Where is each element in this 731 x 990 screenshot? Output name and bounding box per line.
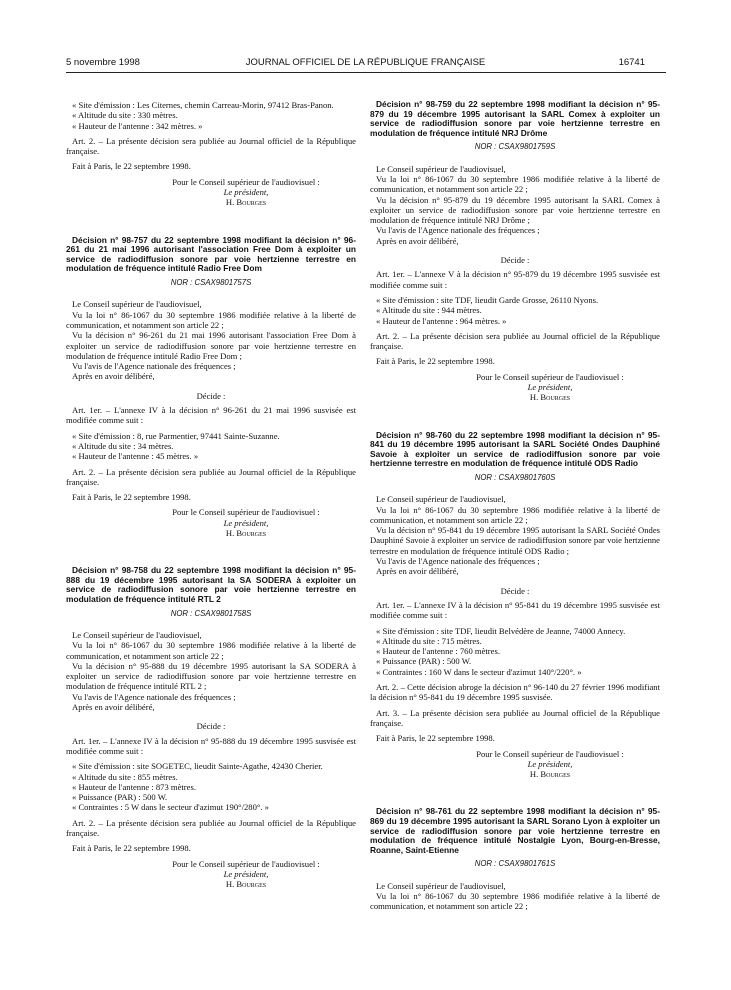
nor-reference: NOR : CSAX9801760S [474, 472, 556, 482]
header-journal-title: JOURNAL OFFICIEL DE LA RÉPUBLIQUE FRANÇAISE [245, 57, 486, 68]
article-2: Art. 2. – La présente décision sera publiée au Journal officiel de la République française. [66, 466, 356, 487]
preamble-5: Après en avoir délibéré, [72, 371, 155, 382]
article-2: Art. 2. – La présente décision sera publiée au Journal officiel de la République française. [66, 135, 356, 157]
decision-756-tail [66, 100, 356, 208]
done-at: Fait à Paris, le 22 septembre 1998. [72, 843, 191, 854]
preamble-5: Après en avoir délibéré, [72, 702, 155, 713]
altitude-line: « Altitude du site : 34 mètres. [72, 440, 174, 451]
signature-title: Le président, [527, 758, 573, 769]
article-3: Art. 3. – La présente décision sera publiée au Journal officiel de la République française. [370, 707, 660, 728]
preamble-2: Vu la loi n° 86-1067 du 30 septembre 1986 modifiée relative à la liberté de communication, et notamment son article 22 ; [370, 504, 660, 525]
constraints-line: « Contraintes : 160 W dans le secteur d'azimut 140°/220°. » [376, 666, 582, 677]
page-header [0, 57, 731, 71]
preamble-2: Vu la loi n° 86-1067 du 30 septembre 1986 modifiée relative à la liberté de communication, et notamment son article 22 ; [66, 309, 356, 330]
antenna-height-line: « Hauteur de l'antenne : 342 mètres. » [72, 120, 203, 131]
preamble-1: Le Conseil supérieur de l'audiovisuel, [376, 163, 506, 174]
signature-name: H. Bourges [225, 527, 267, 538]
signature [66, 507, 356, 538]
decision-title: Décision n° 98-760 du 22 septembre 1998 modifiant la décision n° 95-841 du 19 décembre 1995 autorisant la SARL Société Ondes Dauphiné Savoie à exploiter un service de radiodiffusion sonore par voie hertzienne terrestre en modulation de fréquence intitulé ODS Radio [370, 429, 660, 469]
preamble-4: Vu l'avis de l'Agence nationale des fréquences ; [72, 361, 236, 372]
antenna-height-line: « Hauteur de l'antenne : 45 mètres. » [72, 451, 199, 462]
decision-98-759 [370, 100, 660, 403]
done-at: Fait à Paris, le 22 septembre 1998. [376, 356, 495, 367]
preamble-3: Vu la décision n° 95-841 du 19 décembre 1995 autorisant la SARL Société Ondes Dauphiné Savoie à exploiter un service de radiodiffusion sonore par voie hertzienne terrestre en modulation de fréquence intitulé ODS Radio ; [370, 525, 660, 556]
nor-reference: NOR : CSAX9801758S [170, 608, 252, 618]
nor-reference: NOR : CSAX9801757S [170, 278, 252, 288]
preamble-2: Vu la loi n° 86-1067 du 30 septembre 1986 modifiée relative à la liberté de communication, et notamment son article 22 ; [66, 640, 356, 661]
site-line: « Site d'émission : site TDF, lieudit Belvédère de Jeanne, 74000 Annecy. [376, 625, 626, 636]
site-line: « Site d'émission : site TDF, lieudit Garde Grosse, 26110 Nyons. [376, 294, 599, 305]
signature-title: Le président, [223, 517, 269, 528]
decision-title: Décision n° 98-761 du 22 septembre 1998 modifiant la décision n° 95-869 du 19 décembre 1995 autorisant la SARL Sorano Lyon à exploiter un service de radiodiffusion sonore par voie hertzienne terrestre en modulation de fréquence intitulé Nostalgie Lyon, Bourg-en-Bresse, Roanne, Saint-Etienne [370, 806, 660, 855]
signature-name: H. Bourges [529, 392, 571, 403]
decision-title: Décision n° 98-758 du 22 septembre 1998 modifiant la décision n° 95-888 du 19 décembre 1995 autorisant la SA SODERA à exploiter un service de radiodiffusion sonore par voie hertzienne terrestre en modulation de fréquence intitulé RTL 2 [66, 565, 356, 605]
header-rule [66, 72, 666, 73]
antenna-height-line: « Hauteur de l'antenne : 873 mètres. [72, 781, 196, 792]
signature [370, 372, 660, 403]
preamble-2: Vu la loi n° 86-1067 du 30 septembre 1986 modifiée relative à la liberté de communication, et notamment son article 22 ; [370, 890, 660, 912]
altitude-line: « Altitude du site : 330 mètres. [72, 110, 178, 121]
preamble-4: Vu l'avis de l'Agence nationale des fréquences ; [72, 691, 236, 702]
signature-name: H. Bourges [225, 197, 267, 208]
article-1: Art. 1er. – L'annexe IV à la décision n° 96-261 du 21 mai 1996 susvisée est modifiée comme suit : [66, 405, 356, 426]
altitude-line: « Altitude du site : 944 mètres. [376, 305, 482, 316]
site-line: « Site d'émission : site SOGETEC, lieudit Sainte-Agathe, 42430 Cherier. [72, 761, 323, 772]
signature-for: Pour le Conseil supérieur de l'audiovisuel : [172, 176, 320, 187]
article-1: Art. 1er. – L'annexe V à la décision n° 95-879 du 19 décembre 1995 susvisée est modifiée comme suit : [370, 269, 660, 290]
signature-for: Pour le Conseil supérieur de l'audiovisuel : [476, 371, 624, 382]
preamble-5: Après en avoir délibéré, [376, 566, 459, 577]
preamble-1: Le Conseil supérieur de l'audiovisuel, [376, 880, 506, 891]
nor-reference: NOR : CSAX9801759S [474, 142, 556, 152]
header-page-number: 16741 [618, 57, 645, 68]
done-at: Fait à Paris, le 22 septembre 1998. [72, 161, 191, 172]
decision-title: Décision n° 98-759 du 22 septembre 1998 modifiant la décision n° 95-879 du 19 décembre 1995 autorisant la SARL Comex à exploiter un service de radiodiffusion sonore par voie hertzienne terrestre en modulation de fréquence intitulé NRJ Drôme [370, 99, 660, 138]
preamble-4: Vu l'avis de l'Agence nationale des fréquences ; [376, 225, 540, 236]
preamble-2: Vu la loi n° 86-1067 du 30 septembre 1986 modifiée relative à la liberté de communication, et notamment son article 22 ; [370, 173, 660, 195]
decision-98-757 [66, 236, 356, 539]
signature-title: Le président, [527, 382, 573, 393]
decide-heading: Décide : [196, 390, 226, 401]
preamble-3: Vu la décision n° 95-879 du 19 décembre 1995 autorisant la SARL Comex à exploiter un service de radiodiffusion sonore par voie hertzienne terrestre en modulation de fréquence intitulé NRJ Drôme ; [370, 194, 660, 226]
article-1: Art. 1er. – L'annexe IV à la décision n° 95-841 du 19 décembre 1995 susvisée est modifiée comme suit : [370, 599, 660, 621]
decision-98-758 [66, 566, 356, 889]
decide-heading: Décide : [500, 255, 530, 266]
decision-title: Décision n° 98-757 du 22 septembre 1998 modifiant la décision n° 96-261 du 21 mai 1996 autorisant l'association Free Dom à exploiter un service de radiodiffusion sonore par voie hertzienne terrestre en modulation de fréquence intitulé Radio Free Dom [66, 234, 356, 274]
signature [370, 749, 660, 780]
preamble-1: Le Conseil supérieur de l'audiovisuel, [72, 299, 202, 310]
signature-for: Pour le Conseil supérieur de l'audiovisuel : [476, 748, 624, 759]
site-line: « Site d'émission : 8, rue Parmentier, 97441 Sainte-Suzanne. [72, 430, 280, 441]
site-line: « Site d'émission : Les Citernes, chemin Carreau-Morin, 97412 Bras-Panon. [72, 100, 334, 110]
signature-name: H. Bourges [529, 769, 571, 780]
signature-title: Le président, [223, 868, 269, 879]
header-date: 5 novembre 1998 [66, 57, 140, 68]
preamble-3: Vu la décision n° 95-888 du 19 décembre 1995 autorisant la SA SODERA à exploiter un service de radiodiffusion sonore par voie hertzienne terrestre en modulation de fréquence intitulé RTL 2 ; [66, 660, 356, 692]
nor-reference: NOR : CSAX9801761S [474, 859, 556, 869]
altitude-line: « Altitude du site : 855 mètres. [72, 771, 178, 782]
done-at: Fait à Paris, le 22 septembre 1998. [72, 492, 191, 503]
article-1: Art. 1er. – L'annexe IV à la décision n° 95-888 du 19 décembre 1995 susvisée est modifiée comme suit : [66, 735, 356, 756]
altitude-line: « Altitude du site : 715 mètres. [376, 635, 482, 646]
constraints-line: « Contraintes : 5 W dans le secteur d'azimut 190°/280°. » [72, 802, 269, 813]
signature-title: Le président, [223, 187, 269, 198]
power-line: « Puissance (PAR) : 500 W. [376, 656, 472, 667]
antenna-height-line: « Hauteur de l'antenne : 964 mètres. » [376, 315, 507, 326]
signature [66, 859, 356, 890]
preamble-3: Vu la décision n° 96-261 du 21 mai 1996 autorisant l'association Free Dom à exploiter un service de radiodiffusion sonore par voie hertzienne terrestre en modulation de fréquence intitulé Radio Free Dom ; [66, 330, 356, 361]
signature-for: Pour le Conseil supérieur de l'audiovisuel : [172, 507, 320, 518]
decision-98-761 [370, 807, 660, 911]
done-at: Fait à Paris, le 22 septembre 1998. [376, 733, 495, 744]
antenna-height-line: « Hauteur de l'antenne : 760 mètres. [376, 646, 500, 657]
preamble-1: Le Conseil supérieur de l'audiovisuel, [376, 494, 506, 505]
left-column [66, 100, 356, 889]
right-column [370, 100, 660, 912]
signature-for: Pour le Conseil supérieur de l'audiovisuel : [172, 858, 320, 869]
article-2: Art. 2. – La présente décision sera publiée au Journal officiel de la République française. [370, 330, 660, 352]
decide-heading: Décide : [500, 585, 530, 596]
power-line: « Puissance (PAR) : 500 W. [72, 792, 168, 803]
decision-98-760 [370, 431, 660, 780]
preamble-4: Vu l'avis de l'Agence nationale des fréquences ; [376, 556, 540, 567]
preamble-5: Après en avoir délibéré, [376, 235, 459, 246]
preamble-1: Le Conseil supérieur de l'audiovisuel, [72, 629, 202, 640]
decide-heading: Décide : [196, 721, 226, 732]
signature-name: H. Bourges [225, 879, 267, 890]
article-2: Art. 2. – Cette décision abroge la décision n° 96-140 du 27 février 1996 modifiant la décision n° 95-841 du 19 décembre 1995 susvisée. [370, 682, 660, 703]
article-2: Art. 2. – La présente décision sera publiée au Journal officiel de la République française. [66, 817, 356, 838]
signature [66, 177, 356, 208]
